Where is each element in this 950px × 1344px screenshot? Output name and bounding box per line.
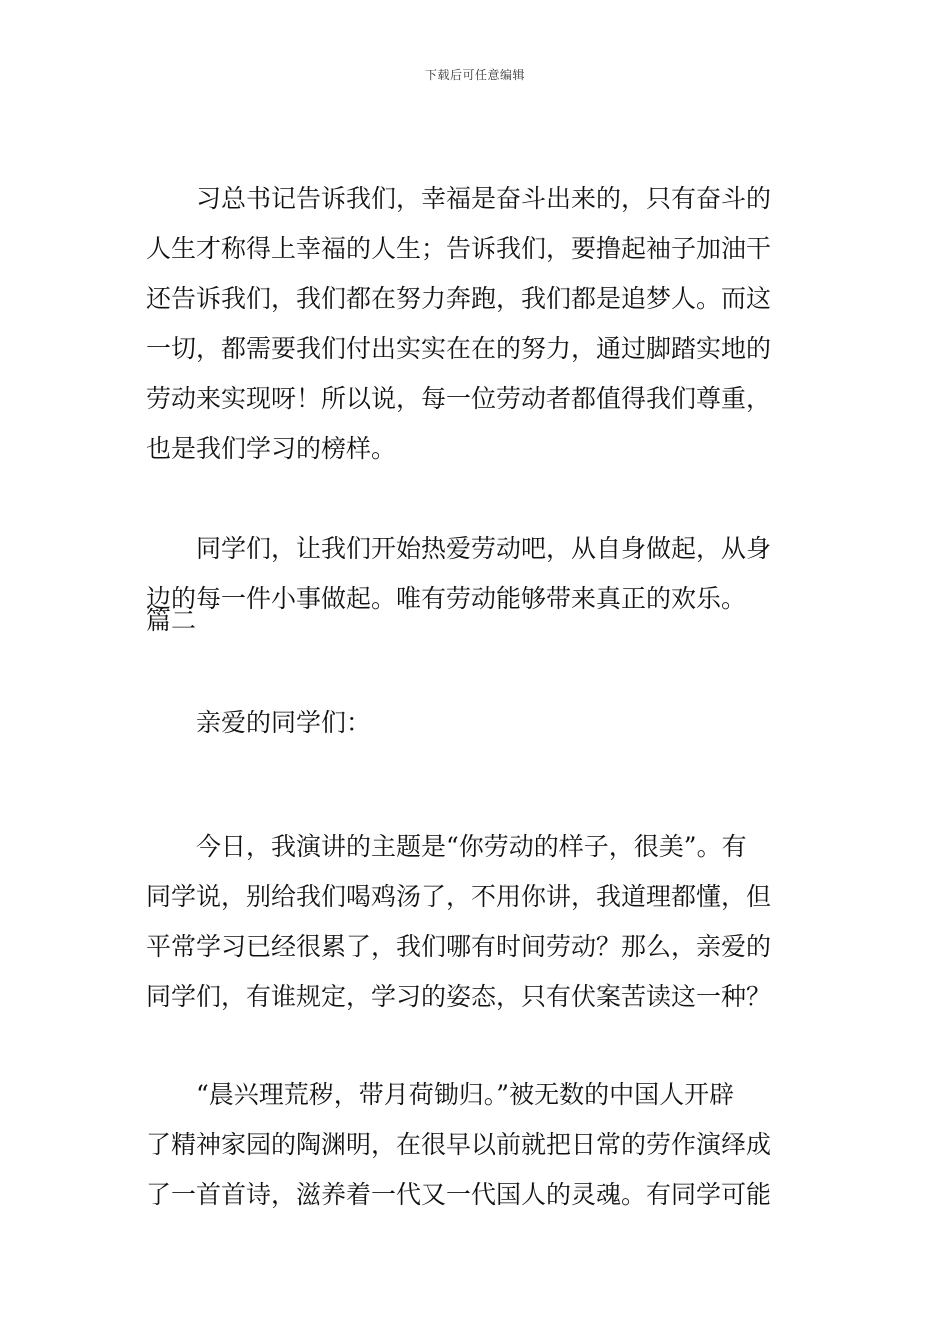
paragraph-line: 了一首首诗，滋养着一代又一代国人的灵魂。有同学可能 (146, 1180, 772, 1209)
paragraph-line: 还告诉我们，我们都在努力奔跑，我们都是追梦人。而这 (146, 284, 772, 313)
paragraph-line: 一切，都需要我们付出实实在在的努力，通过脚踏实地的 (146, 334, 772, 363)
salutation-line: 亲爱的同学们： (196, 708, 372, 737)
section-title: 篇二 (146, 606, 197, 635)
paragraph-line: 同学说，别给我们喝鸡汤了，不用你讲，我道理都懂，但 (146, 882, 772, 911)
paragraph-line: 也是我们学习的榜样。 (146, 434, 397, 463)
paragraph-line: 同学们，让我们开始热爱劳动吧，从自身做起，从身 (196, 534, 772, 563)
paragraph-line: 同学们，有谁规定，学习的姿态，只有伏案苦读这一种？ (146, 982, 772, 1011)
salutation (146, 698, 810, 748)
paragraph-4 (146, 1070, 810, 1220)
paragraph-line: 边的每一件小事做起。唯有劳动能够带来真正的欢乐。 (146, 584, 747, 613)
paragraph-line: 平常学习已经很累了，我们哪有时间劳动？那么，亲爱的 (146, 932, 772, 961)
paragraph-line: 劳动来实现呀！所以说，每一位劳动者都值得我们尊重， (146, 384, 772, 413)
paragraph-line: 了精神家园的陶渊明，在很早以前就把日常的劳作演绎成 (146, 1130, 772, 1159)
section-heading (146, 596, 810, 646)
paragraph-1 (146, 174, 810, 474)
paragraph-3 (146, 822, 810, 1022)
paragraph-line: 人生才称得上幸福的人生；告诉我们，要撸起袖子加油干 (146, 234, 772, 263)
paragraph-line: 习总书记告诉我们，幸福是奋斗出来的，只有奋斗的 (196, 184, 772, 213)
paragraph-line: 今日，我演讲的主题是“你劳动的样子，很美”。有 (196, 832, 747, 861)
header-note: 下载后可任意编辑 (424, 68, 525, 82)
paragraph-line: “晨兴理荒秽，带月荷锄归。”被无数的中国人开辟 (196, 1080, 735, 1109)
